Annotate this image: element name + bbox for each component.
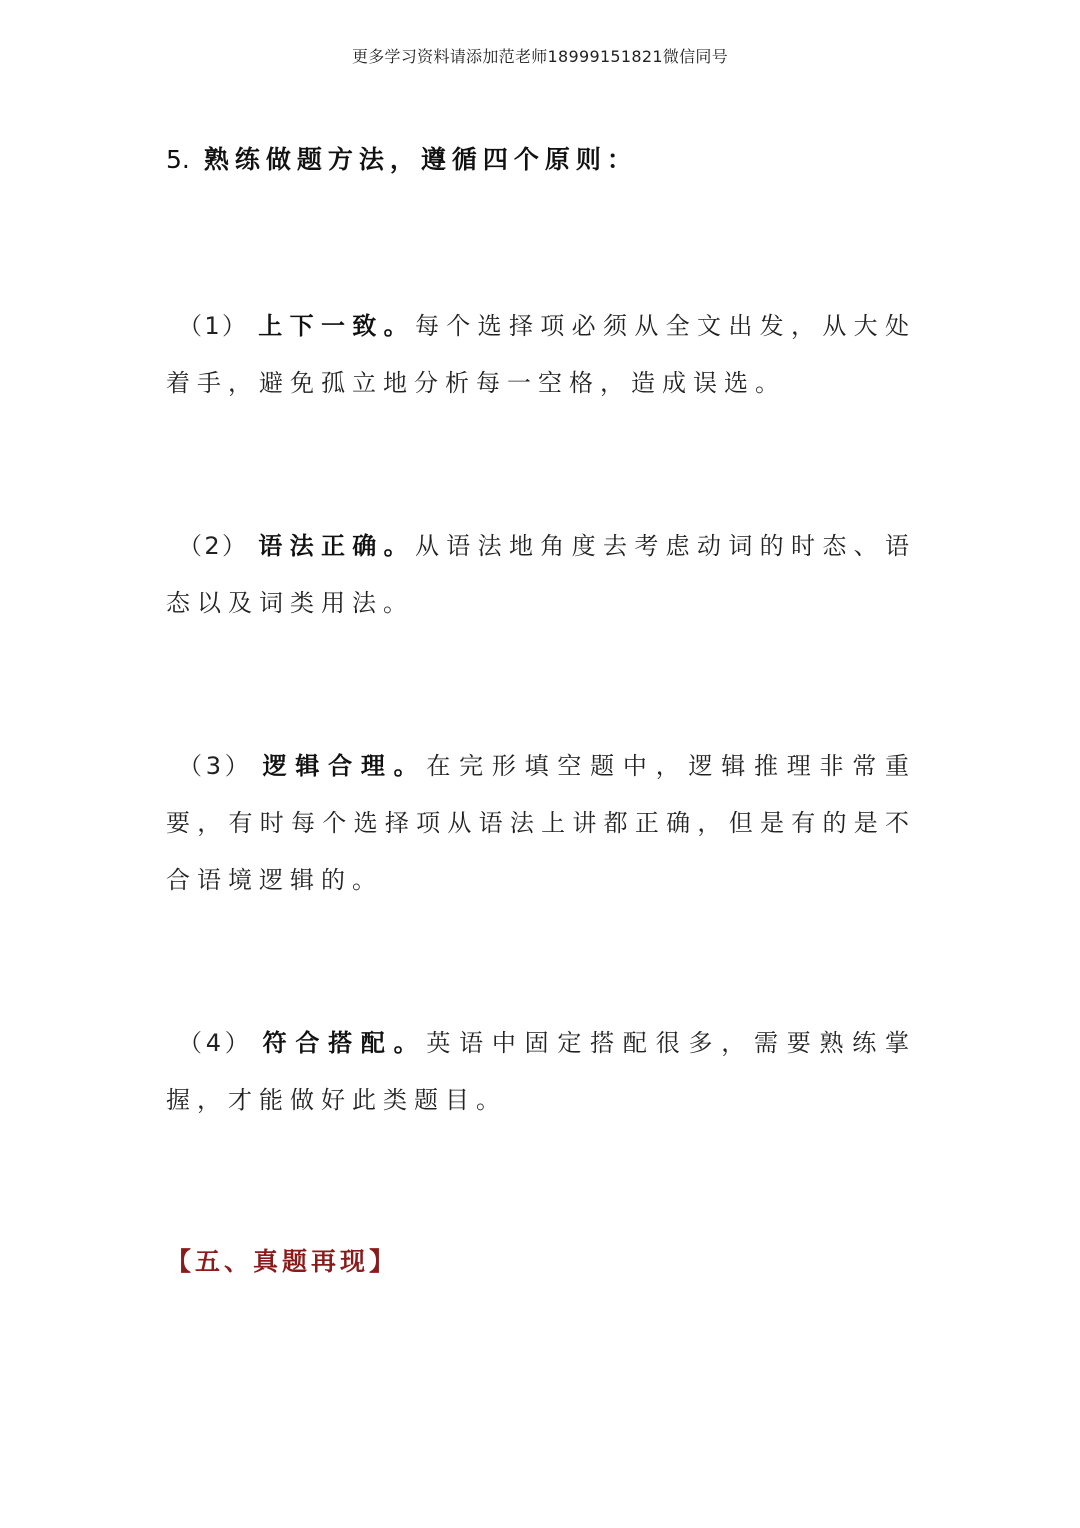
principle-body: 在完形填空题中，逻辑推理非常重要，有时每个选择项从语法上讲都正确，但是有的是不合语境逻辑的。 (166, 752, 917, 894)
principle-tag: （3） (178, 752, 253, 780)
principle-lead: 逻辑合理。 (262, 751, 427, 780)
principle-body: 从语法地角度去考虑动词的时态、语态以及词类用法。 (166, 532, 917, 617)
next-section-heading: 【五、真题再现】 (166, 1247, 399, 1276)
section-number: 5. (166, 145, 190, 174)
principle-body: 每个选择项必须从全文出发，从大处着手，避免孤立地分析每一空格，造成误选。 (166, 312, 917, 397)
principle-body: 英语中固定搭配很多，需要熟练掌握，才能做好此类题目。 (166, 1029, 917, 1114)
section-title (166, 140, 638, 176)
principle-paragraph-3 (166, 737, 916, 909)
principle-tag: （2） (178, 532, 249, 560)
section-title-text: 熟练做题方法，遵循四个原则： (203, 145, 638, 174)
principle-lead: 语法正确。 (258, 531, 415, 560)
principle-paragraph-1 (166, 297, 916, 412)
principle-paragraph-2 (166, 517, 916, 632)
principle-lead: 上下一致。 (258, 311, 415, 340)
principle-tag: （4） (178, 1029, 253, 1057)
principle-lead: 符合搭配。 (262, 1028, 427, 1057)
principle-paragraph-4 (166, 1014, 916, 1129)
watermark-header: 更多学习资料请添加范老师18999151821微信同号 (351, 47, 729, 66)
principle-tag: （1） (178, 312, 249, 340)
